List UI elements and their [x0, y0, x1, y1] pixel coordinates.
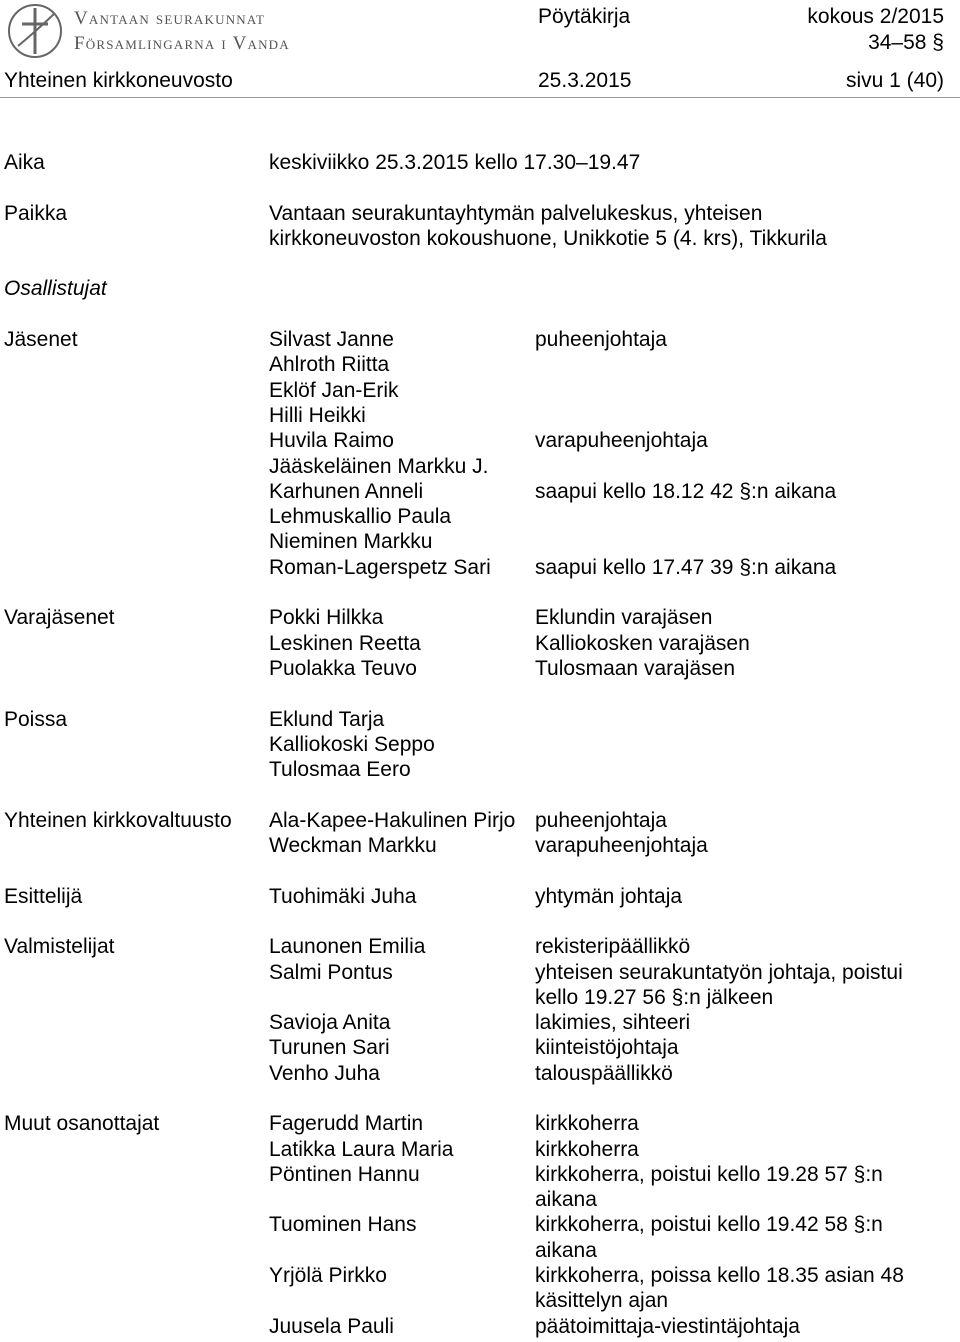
group-label-spacer — [0, 403, 269, 428]
group-label-spacer — [0, 555, 269, 580]
participant-row — [0, 1010, 960, 1035]
participant-role: kirkkoherra — [535, 1137, 639, 1161]
participant-row — [0, 327, 960, 352]
participant-row — [0, 1314, 960, 1339]
participant-row — [0, 1061, 960, 1086]
group-label-spacer — [0, 1314, 269, 1339]
organization-name — [74, 6, 290, 56]
group-label-spacer — [0, 732, 269, 757]
place-label: Paikka — [4, 201, 68, 225]
group-label: Varajäsenet — [4, 606, 115, 630]
participant-role: rekisteripäällikkö — [535, 935, 691, 959]
participant-name: Jääskeläinen Markku J. — [269, 454, 489, 478]
group-gap — [0, 782, 960, 807]
participant-row — [0, 529, 960, 554]
participant-role — [535, 352, 935, 377]
participant-role — [535, 757, 935, 782]
participant-row — [0, 934, 960, 959]
group-gap — [0, 681, 960, 706]
group-label-spacer — [0, 428, 269, 453]
participant-row — [0, 1212, 960, 1263]
participant-role: varapuheenjohtaja — [535, 429, 708, 453]
participant-name: Roman-Lagerspetz Sari — [269, 555, 491, 579]
group-label-spacer — [0, 378, 269, 403]
org-name-finnish: Vantaan seurakunnat — [74, 8, 266, 29]
participant-row — [0, 808, 960, 833]
participant-row — [0, 1162, 960, 1213]
participant-row — [0, 479, 960, 504]
participant-row — [0, 454, 960, 479]
group-label-spacer — [0, 833, 269, 858]
meeting-date: 25.3.2015 — [538, 69, 632, 92]
participants-heading-row — [0, 276, 960, 301]
participant-role — [535, 529, 935, 554]
place-value — [269, 201, 939, 252]
participant-name: Lehmuskallio Paula — [269, 505, 452, 529]
participant-row — [0, 1111, 960, 1136]
participant-role — [535, 378, 935, 403]
place-line-1: Vantaan seurakuntayhtymän palvelukeskus, yhteisen — [269, 201, 763, 225]
participant-name: Eklöf Jan-Erik — [269, 378, 399, 402]
participant-name: Pokki Hilkka — [269, 606, 384, 630]
group-label-spacer — [0, 479, 269, 504]
group-label: Muut osanottajat — [4, 1112, 160, 1136]
participant-name: Pöntinen Hannu — [269, 1162, 420, 1186]
participant-role: puheenjohtaja — [535, 328, 667, 352]
org-name-swedish: Församlingarna i Vanda — [74, 33, 290, 54]
participant-name: Salmi Pontus — [269, 960, 393, 984]
participant-row — [0, 605, 960, 630]
participant-role: puheenjohtaja — [535, 808, 667, 832]
group-label-spacer — [0, 631, 269, 656]
participant-name: Latikka Laura Maria — [269, 1137, 454, 1161]
group-label: Yhteinen kirkkovaltuusto — [4, 808, 232, 832]
group-label: Jäsenet — [4, 328, 78, 352]
group-label-spacer — [0, 1010, 269, 1035]
participant-row — [0, 504, 960, 529]
participant-name: Turunen Sari — [269, 1036, 390, 1060]
participant-row — [0, 1137, 960, 1162]
participant-name: Nieminen Markku — [269, 530, 433, 554]
participant-role: saapui kello 18.12 42 §:n aikana — [535, 479, 837, 503]
participant-row — [0, 1035, 960, 1060]
group-label-spacer — [0, 757, 269, 782]
participant-name: Fagerudd Martin — [269, 1112, 424, 1136]
participant-role: kirkkoherra, poistui kello 19.28 57 §:n aikana — [535, 1162, 883, 1212]
participant-row — [0, 403, 960, 428]
participant-row — [0, 757, 960, 782]
group-label-spacer — [0, 454, 269, 479]
group-gap — [0, 1086, 960, 1111]
participant-name: Hilli Heikki — [269, 403, 366, 427]
group-label-spacer — [0, 1137, 269, 1162]
meeting-number: kokous 2/2015 — [807, 5, 944, 28]
participant-role: yhtymän johtaja — [535, 884, 683, 908]
participant-name: Ahlroth Riitta — [269, 353, 390, 377]
minutes-content — [0, 150, 960, 1339]
participant-name: Tuominen Hans — [269, 1213, 417, 1237]
participant-name: Eklund Tarja — [269, 707, 385, 731]
participant-row — [0, 352, 960, 377]
group-label-spacer — [0, 504, 269, 529]
participant-row — [0, 656, 960, 681]
participant-role — [535, 732, 935, 757]
participant-role: kiinteistöjohtaja — [535, 1036, 679, 1060]
group-label-spacer — [0, 1263, 269, 1314]
document-type: Pöytäkirja — [538, 5, 631, 28]
participant-role — [535, 403, 935, 428]
participant-name: Kalliokoski Seppo — [269, 732, 435, 756]
group-label-spacer — [0, 1035, 269, 1060]
participant-role: talouspäällikkö — [535, 1061, 673, 1085]
group-label: Esittelijä — [4, 884, 83, 908]
participant-row — [0, 428, 960, 453]
participant-row — [0, 960, 960, 1011]
section-range: 34–58 § — [868, 31, 944, 54]
place-row — [0, 201, 960, 252]
participant-role: päätoimittaja-viestintäjohtaja — [535, 1314, 800, 1338]
participants-heading: Osallistujat — [4, 277, 107, 301]
group-label-spacer — [0, 1061, 269, 1086]
participant-role — [535, 454, 935, 479]
time-value: keskiviikko 25.3.2015 kello 17.30–19.47 — [269, 151, 641, 174]
group-label-spacer — [0, 1162, 269, 1213]
place-line-2: kirkkoneuvoston kokoushuone, Unikkotie 5 (4. krs), Tikkurila — [269, 226, 827, 250]
group-label-spacer — [0, 529, 269, 554]
participant-name: Savioja Anita — [269, 1011, 391, 1035]
document-header — [0, 0, 960, 100]
participant-name: Yrjölä Pirkko — [269, 1264, 387, 1288]
participant-name: Ala-Kapee-Hakulinen Pirjo — [269, 808, 516, 832]
time-label: Aika — [4, 151, 45, 174]
participant-role: kirkkoherra, poissa kello 18.35 asian 48 käsittelyn ajan — [535, 1264, 904, 1313]
participant-role — [535, 707, 935, 732]
participant-name: Venho Juha — [269, 1061, 380, 1085]
time-row — [0, 150, 960, 175]
participant-name: Karhunen Anneli — [269, 479, 424, 503]
group-label-spacer — [0, 352, 269, 377]
header-divider — [0, 97, 960, 98]
participant-name: Juusela Pauli — [269, 1314, 394, 1338]
participant-row — [0, 707, 960, 732]
group-label-spacer — [0, 960, 269, 1011]
cross-logo-icon — [8, 2, 63, 60]
participant-row — [0, 378, 960, 403]
participant-row — [0, 555, 960, 580]
participant-role: yhteisen seurakuntatyön johtaja, poistui kello 19.27 56 §:n jälkeen — [535, 960, 903, 1009]
participant-row — [0, 631, 960, 656]
participant-role: varapuheenjohtaja — [535, 834, 708, 858]
participant-role — [535, 504, 935, 529]
participant-name: Tuohimäki Juha — [269, 884, 417, 908]
group-label-spacer — [0, 1212, 269, 1263]
participant-name: Tulosmaa Eero — [269, 758, 411, 782]
group-gap — [0, 858, 960, 883]
participant-role: kirkkoherra, poistui kello 19.42 58 §:n aikana — [535, 1213, 883, 1262]
group-label-spacer — [0, 656, 269, 681]
participant-role: Tulosmaan varajäsen — [535, 656, 735, 680]
participant-name: Huvila Raimo — [269, 429, 394, 453]
participant-role: lakimies, sihteeri — [535, 1011, 691, 1035]
participant-role: Kalliokosken varajäsen — [535, 631, 750, 655]
participant-row — [0, 732, 960, 757]
participant-name: Launonen Emilia — [269, 935, 426, 959]
participant-row — [0, 884, 960, 909]
group-label: Poissa — [4, 707, 68, 731]
participant-name: Weckman Markku — [269, 834, 437, 858]
participant-name: Silvast Janne — [269, 328, 394, 352]
participant-row — [0, 1263, 960, 1314]
group-gap — [0, 580, 960, 605]
participant-role: saapui kello 17.47 39 §:n aikana — [535, 555, 837, 579]
participant-role: kirkkoherra — [535, 1112, 639, 1136]
participant-groups — [0, 327, 960, 1339]
group-label: Valmistelijat — [4, 935, 115, 959]
governing-body: Yhteinen kirkkoneuvosto — [4, 69, 233, 92]
group-gap — [0, 909, 960, 934]
participant-name: Puolakka Teuvo — [269, 656, 417, 680]
participant-row — [0, 833, 960, 858]
participant-name: Leskinen Reetta — [269, 631, 421, 655]
participant-role: Eklundin varajäsen — [535, 606, 713, 630]
page-number: sivu 1 (40) — [845, 69, 944, 92]
